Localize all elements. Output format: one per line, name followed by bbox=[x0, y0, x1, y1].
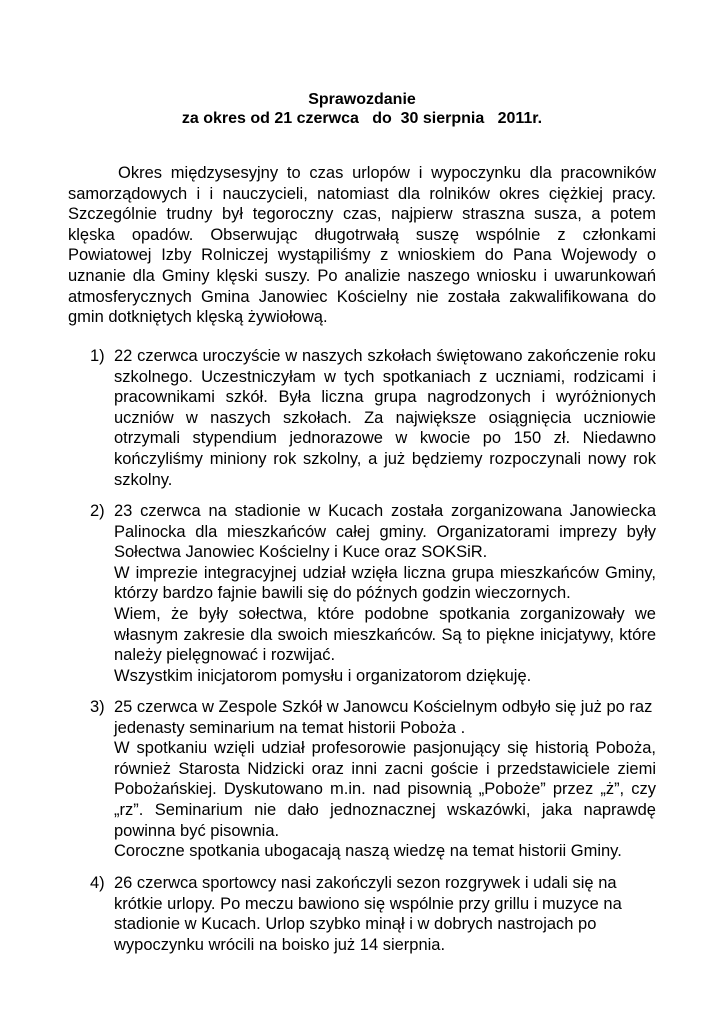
document-title: Sprawozdanie bbox=[308, 91, 416, 108]
list-item-paragraph: Coroczne spotkania ubogacają naszą wiedzę na temat historii Gminy. bbox=[114, 842, 622, 861]
list-item-number: 2) bbox=[90, 502, 105, 520]
list-item-paragraph: 22 czerwca uroczyście w naszych szkołach świętowano zakończenie roku szkolnego. Uczestniczyłam w tych spotkaniach z uczniami, rodzicami i pracownikami szkół. Była liczna grupa nagrodzonych i wyróżnionych uczniów w naszych szkołach. Za największe osiągnięcia uczniowie otrzymali stypendium jednorazowe w kwocie po 150 zł. Niedawno kończyliśmy miniony rok szkolny, a już będziemy rozpoczynali nowy rok szkolny. bbox=[114, 347, 656, 489]
list-item-number: 3) bbox=[90, 698, 105, 716]
list-item-paragraph: 26 czerwca sportowcy nasi zakończyli sezon rozgrywek i udali się na krótkie urlopy. Po meczu bawiono się wspólnie przy grillu i muzyce na stadionie w Kucach. Urlop szybko minął i w dobrych nastrojach po wypoczynku wrócili na boisko już 14 sierpnia. bbox=[114, 874, 622, 954]
list-item bbox=[90, 873, 656, 955]
list-item-paragraph: W spotkaniu wzięli udział profesorowie pasjonujący się historią Poboża, również Starosta Nidzicki oraz inni zacni goście i przedstawiciele ziemi Pobożańskiej. Dyskutowano m.in. nad pisownią „Poboże” przez „ż”, czy „rz”. Seminarium nie dało jednoznacznej wskazówki, jaka naprawdę powinna być pisownia. bbox=[114, 739, 656, 840]
list-item bbox=[90, 346, 656, 490]
list-item-number: 1) bbox=[90, 347, 105, 365]
intro-paragraph: Okres międzysesyjny to czas urlopów i wypoczynku dla pracowników samorządowych i i nauczycieli, natomiast dla rolników okres ciężkiej pracy. Szczególnie trudny był tegoroczny czas, najpierw straszna susza, a potem klęska opadów. Obserwując długotrwałą suszę wspólnie z członkami Powiatowej Izby Rolniczej wystąpiliśmy z wnioskiem do Pana Wojewody o uznanie dla Gminy klęski suszy. Po analizie naszego wniosku i uwarunkowań atmosferycznych Gmina Janowiec Kościelny nie została zakwalifikowana do gmin dotkniętych klęską żywiołową. bbox=[68, 164, 656, 327]
list-item bbox=[90, 501, 656, 686]
list-item bbox=[90, 697, 656, 862]
list-item-body bbox=[114, 873, 656, 955]
list-item-number: 4) bbox=[90, 874, 105, 892]
list-item-paragraph: Wszystkim inicjatorom pomysłu i organizatorom dziękuję. bbox=[114, 666, 532, 685]
document-subtitle: za okres od 21 czerwca do 30 sierpnia 2011r. bbox=[181, 110, 543, 127]
list-item-paragraph: 25 czerwca w Zespole Szkół w Janowcu Kościelnym odbyło się już po raz jedenasty seminarium na temat historii Poboża . bbox=[114, 698, 653, 737]
list-item-paragraph: 23 czerwca na stadionie w Kucach została zorganizowana Janowiecka Palinocka dla mieszkańców całej gminy. Organizatorami imprezy były Sołectwa Janowiec Kościelny i Kuce oraz SOKSiR. bbox=[114, 502, 656, 562]
list-item-paragraph: W imprezie integracyjnej udział wzięła liczna grupa mieszkańców Gminy, którzy bardzo fajnie bawili się do późnych godzin wieczornych. bbox=[114, 563, 656, 603]
list-item-body bbox=[114, 697, 656, 862]
list-item-body bbox=[114, 501, 656, 686]
list-item-paragraph: Wiem, że były sołectwa, które podobne spotkania zorganizowały we własnym zakresie dla swoich mieszkańców. Są to piękne inicjatywy, które należy pielęgnować i rozwijać. bbox=[114, 604, 656, 665]
list-item-body bbox=[114, 346, 656, 490]
